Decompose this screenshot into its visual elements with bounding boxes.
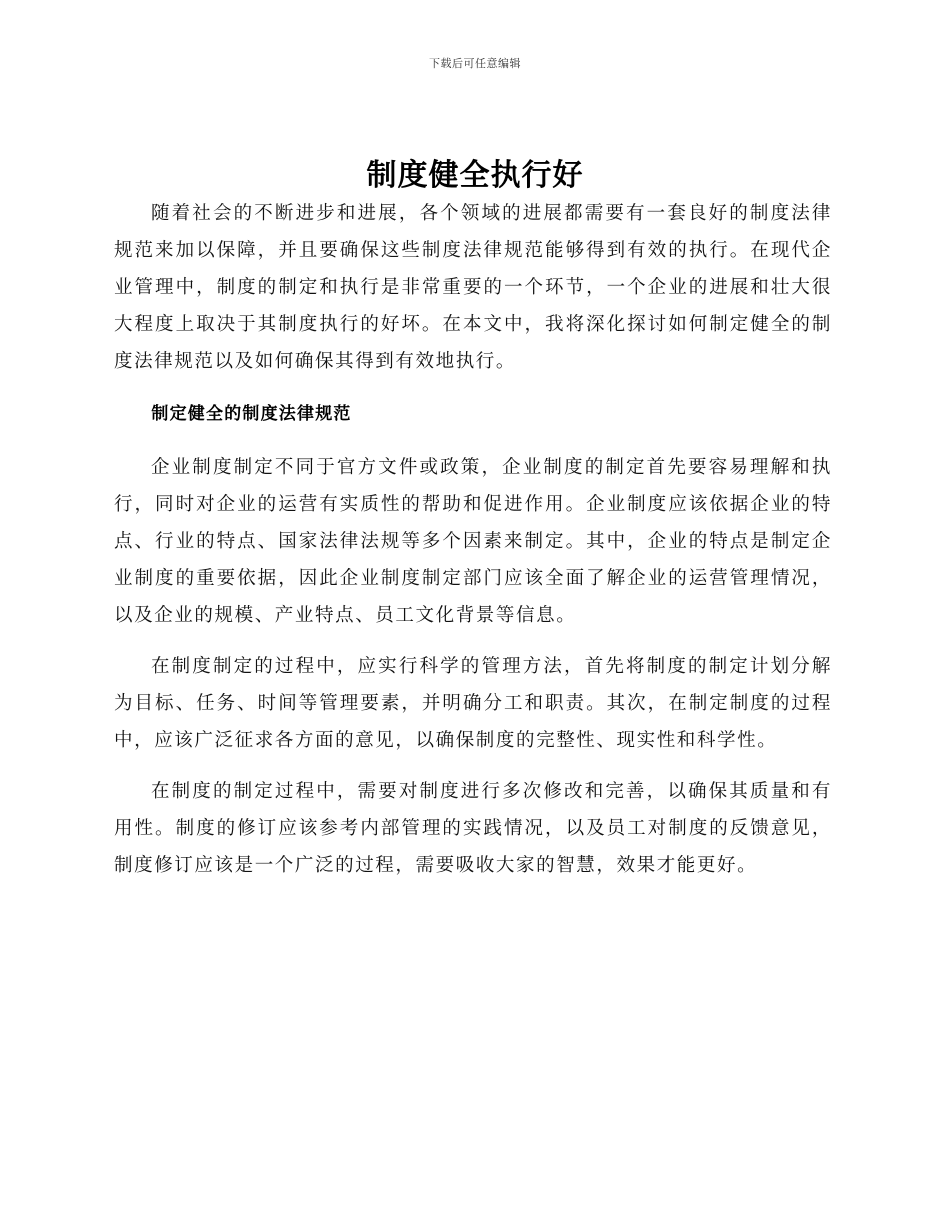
body-paragraph-1: 企业制度制定不同于官方文件或政策，企业制度的制定首先要容易理解和执行，同时对企业的运营有实质性的帮助和促进作用。企业制度应该依据企业的特点、行业的特点、国家法律法规等多个因素来制定。其中，企业的特点是制定企业制度的重要依据，因此企业制度制定部门应该全面了解企业的运营管理情况，以及企业的规模、产业特点、员工文化背景等信息。 — [114, 457, 832, 626]
section-heading: 制定健全的制度法律规范 — [151, 404, 352, 424]
document-body — [114, 195, 832, 884]
intro-paragraph: 随着社会的不断进步和进展，各个领域的进展都需要有一套良好的制度法律规范来加以保障，并且要确保这些制度法律规范能够得到有效的执行。在现代企业管理中，制度的制定和执行是非常重要的一个环节，一个企业的进展和壮大很大程度上取决于其制度执行的好坏。在本文中，我将深化探讨如何制定健全的制度法律规范以及如何确保其得到有效地执行。 — [114, 203, 832, 372]
body-paragraph-3: 在制度的制定过程中，需要对制度进行多次修改和完善，以确保其质量和有用性。制度的修订应该参考内部管理的实践情况，以及员工对制度的反馈意见，制度修订应该是一个广泛的过程，需要吸收大家的智慧，效果才能更好。 — [114, 781, 832, 876]
document-title: 制度健全执行好 — [366, 158, 584, 193]
header-note: 下载后可任意编辑 — [429, 57, 521, 70]
body-paragraph-2: 在制度制定的过程中，应实行科学的管理方法，首先将制度的制定计划分解为目标、任务、时间等管理要素，并明确分工和职责。其次，在制定制度的过程中，应该广泛征求各方面的意见，以确保制度的完整性、现实性和科学性。 — [114, 656, 832, 751]
